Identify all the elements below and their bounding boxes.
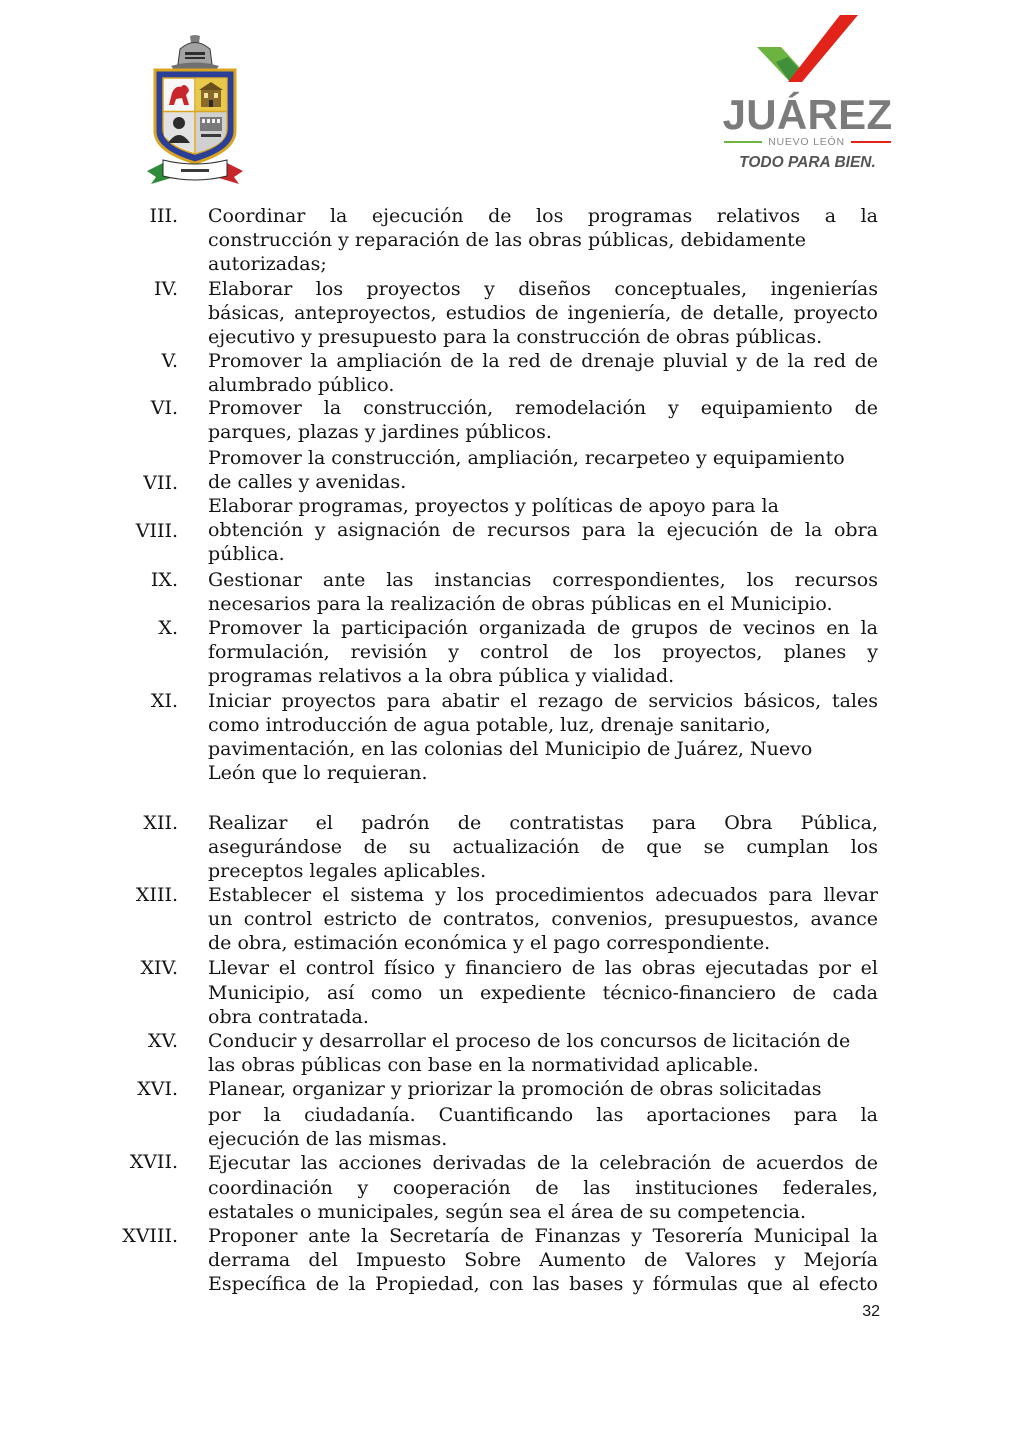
item-text-line: pavimentación, en las colonias del Municipio de Juárez, Nuevo <box>208 738 813 760</box>
item-text-line: preceptos legales aplicables. <box>208 860 487 882</box>
item-text-line: formulación, revisión y control de los proyectos, planes y <box>208 641 878 663</box>
item-text-line: León que lo requieran. <box>208 762 428 784</box>
item-text-line: obtención y asignación de recursos para la ejecución de la obra <box>208 519 878 541</box>
list-item-x <box>90 616 878 688</box>
item-text-line: Coordinar la ejecución de los programas relativos a la <box>208 205 878 227</box>
list-item-xii <box>90 811 878 883</box>
logo-subtitle: NUEVO LEÓN <box>768 136 845 148</box>
item-numeral: IX. <box>150 569 178 591</box>
item-numeral: XI. <box>150 690 178 712</box>
item-text-line: de calles y avenidas. <box>208 471 407 493</box>
item-numeral: V. <box>161 350 178 372</box>
item-text-line: alumbrado público. <box>208 374 395 396</box>
logo-slogan: TODO PARA BIEN. <box>739 154 876 171</box>
item-text-line: Específica de la Propiedad, con las bases y fórmulas que al efecto <box>208 1273 878 1295</box>
coat-of-arms-icon <box>145 35 245 185</box>
list-item-viii <box>90 494 878 566</box>
item-text-line: de obra, estimación económica y el pago correspondiente. <box>208 932 771 954</box>
list-item-xv <box>90 1029 878 1077</box>
item-text-line: un control estricto de contratos, convenios, presupuestos, avance <box>208 908 878 930</box>
item-text-line: pública. <box>208 543 285 565</box>
list-item-v <box>90 349 878 397</box>
page-number: 32 <box>862 1303 880 1320</box>
item-text-line: Promover la ampliación de la red de drenaje pluvial y de la red de <box>208 350 878 372</box>
item-text-line: Realizar el padrón de contratistas para Obra Pública, <box>208 812 878 834</box>
list-item-xi <box>90 689 878 785</box>
item-numeral: IV. <box>154 278 178 300</box>
list-item-ix <box>90 568 878 616</box>
item-text-line: las obras públicas con base en la normatividad aplicable. <box>208 1054 759 1076</box>
item-text-line: Iniciar proyectos para abatir el rezago de servicios básicos, tales <box>208 690 878 712</box>
item-text-line: Elaborar los proyectos y diseños conceptuales, ingenierías <box>208 278 878 300</box>
list-item-xiv <box>90 956 878 1029</box>
item-text-line: básicas, anteproyectos, estudios de ingeniería, de detalle, proyecto <box>208 302 878 324</box>
list-item-vii <box>90 446 878 495</box>
logo-title: JUÁREZ <box>722 91 893 138</box>
item-text-line: coordinación y cooperación de las instituciones federales, <box>208 1177 878 1199</box>
logo-subtitle-row <box>722 135 893 149</box>
item-numeral: VII. <box>143 472 178 494</box>
item-text-line: estatales o municipales, según sea el área de su competencia. <box>208 1201 807 1223</box>
item-numeral: XVIII. <box>122 1225 178 1247</box>
item-numeral: XVI. <box>137 1078 178 1100</box>
item-text-line: Promover la construcción, remodelación y equipamiento de <box>208 397 878 419</box>
item-text-line: como introducción de agua potable, luz, drenaje sanitario, <box>208 714 771 736</box>
list-item-xiii <box>90 883 878 955</box>
item-text-line: Municipio, así como un expediente técnico-financiero de cada <box>208 982 878 1004</box>
item-text-line: derrama del Impuesto Sobre Aumento de Valores y Mejoría <box>208 1249 878 1271</box>
item-numeral: XIII. <box>135 884 178 906</box>
item-numeral: III. <box>149 205 178 227</box>
item-numeral: X. <box>158 617 178 639</box>
item-text-line: Proponer ante la Secretaría de Finanzas y Tesorería Municipal la <box>208 1225 878 1247</box>
list-item-xvii <box>90 1150 878 1224</box>
item-text-line: por la ciudadanía. Cuantificando las aportaciones para la <box>208 1104 878 1126</box>
item-text-line: ejecución de las mismas. <box>208 1128 448 1150</box>
item-text-line: obra contratada. <box>208 1006 369 1028</box>
item-text-line: Planear, organizar y priorizar la promoción de obras solicitadas <box>208 1078 822 1100</box>
red-rule <box>851 141 891 143</box>
list-item-xviii <box>90 1224 878 1296</box>
item-text-line: programas relativos a la obra pública y vialidad. <box>208 665 675 687</box>
item-numeral: XV. <box>148 1030 178 1052</box>
item-text-line: Ejecutar las acciones derivadas de la celebración de acuerdos de <box>208 1152 878 1174</box>
item-text-line: ejecutivo y presupuesto para la construcción de obras públicas. <box>208 326 823 348</box>
item-numeral: XII. <box>143 812 178 834</box>
item-text-line: Elaborar programas, proyectos y políticas de apoyo para la <box>208 495 779 517</box>
list-item-iii <box>90 204 878 276</box>
item-numeral: VIII. <box>135 520 178 542</box>
item-text-line: Promover la construcción, ampliación, recarpeteo y equipamiento <box>208 447 845 469</box>
item-text-line: Gestionar ante las instancias correspondientes, los recursos <box>208 569 878 591</box>
item-text-line: Establecer el sistema y los procedimientos adecuados para llevar <box>208 884 878 906</box>
list-item-vi <box>90 396 878 444</box>
item-text-line: Conducir y desarrollar el proceso de los concursos de licitación de <box>208 1030 851 1052</box>
item-text-line: parques, plazas y jardines públicos. <box>208 421 552 443</box>
check-mark-logo-icon <box>750 10 865 90</box>
item-text-line: necesarios para la realización de obras públicas en el Municipio. <box>208 593 833 615</box>
item-numeral: XVII. <box>129 1151 178 1173</box>
item-text-line: asegurándose de su actualización de que se cumplan los <box>208 836 878 858</box>
item-numeral: VI. <box>150 397 178 419</box>
green-rule <box>724 141 762 143</box>
list-item-iv <box>90 277 878 349</box>
item-numeral: XIV. <box>140 957 178 979</box>
item-text-line: autorizadas; <box>208 253 327 275</box>
item-text-line: Promover la participación organizada de grupos de vecinos en la <box>208 617 878 639</box>
item-text-line: construcción y reparación de las obras públicas, debidamente <box>208 229 806 251</box>
juarez-logo <box>715 8 900 178</box>
item-text-line: Llevar el control físico y financiero de las obras ejecutadas por el <box>208 957 878 979</box>
list-item-xvi <box>90 1077 878 1151</box>
